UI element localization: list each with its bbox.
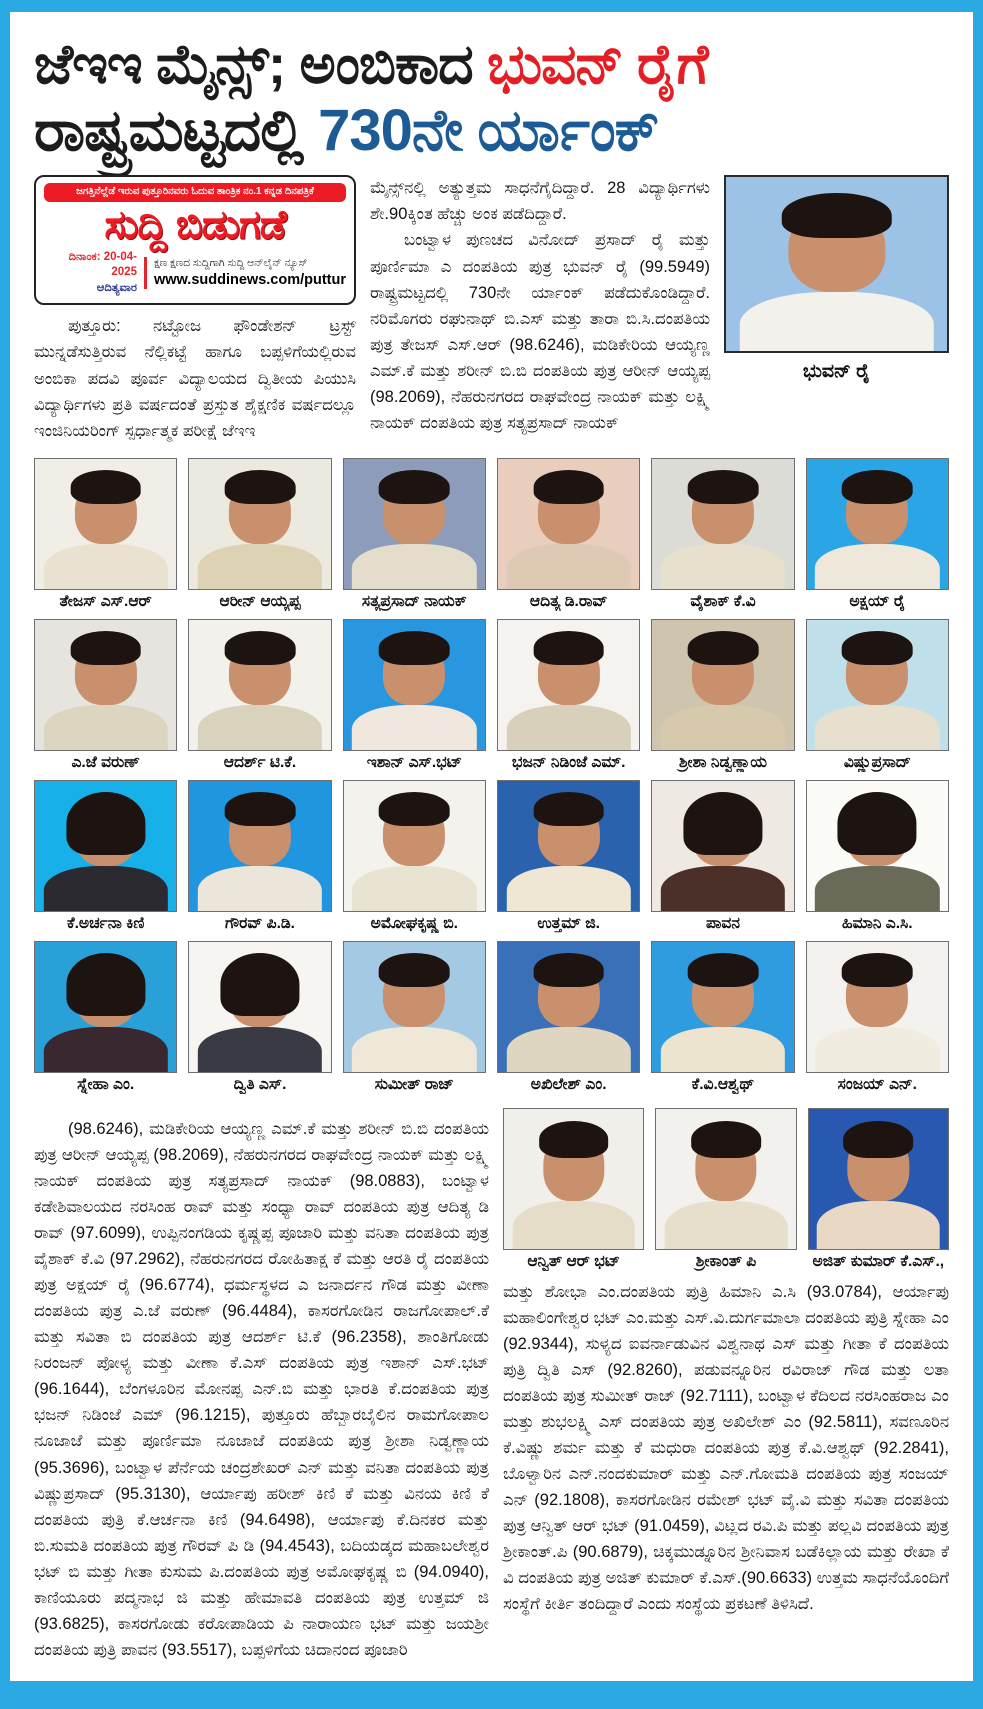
headline-line2 <box>34 97 949 165</box>
student-cell <box>503 1108 644 1271</box>
student-caption: ವಿಷ್ಣುಪ್ರಸಾದ್ <box>843 753 911 771</box>
student-cell <box>34 941 177 1094</box>
photo-silhouette-hair <box>843 1121 913 1157</box>
student-photo <box>34 619 177 751</box>
bottom-right-column <box>503 1108 949 1663</box>
photo-silhouette-torso <box>352 705 476 750</box>
photo-silhouette-torso <box>506 1027 630 1072</box>
photo-silhouette-hair <box>842 470 913 504</box>
photo-silhouette-torso <box>815 1027 939 1072</box>
photo-silhouette-torso <box>815 544 939 589</box>
student-photo <box>651 458 794 590</box>
student-photo <box>503 1108 644 1250</box>
student-cell <box>188 780 331 933</box>
photo-silhouette-torso <box>661 705 785 750</box>
student-caption: ವೈಶಾಕ್ ಕೆ.ವಿ <box>690 592 756 610</box>
student-cell <box>343 780 486 933</box>
student-photo <box>806 780 949 912</box>
student-caption: ಸತ್ಯಪ್ರಸಾದ್ ನಾಯಕ್ <box>361 592 467 610</box>
masthead-tagline: ಕ್ಷಣ ಕ್ಷಣದ ಸುದ್ದಿಗಾಗಿ ಸುದ್ದಿ ಆನ್‌ಲೈನ್ ನ್ಯೂಸ್ <box>154 256 308 269</box>
student-cell <box>806 941 949 1094</box>
main-photo-column <box>724 175 949 443</box>
headline <box>34 32 949 165</box>
photo-silhouette-torso <box>815 866 939 911</box>
student-photo <box>497 619 640 751</box>
photo-silhouette-torso <box>661 866 785 911</box>
student-cell <box>188 619 331 772</box>
student-caption: ಗೌರವ್ ಪಿ.ಡಿ. <box>225 914 295 932</box>
student-photo <box>34 458 177 590</box>
student-cell <box>806 619 949 772</box>
student-caption: ಆನ್ವಿತ್ ಆರ್ ಭಟ್ <box>527 1252 620 1270</box>
photo-silhouette-torso <box>661 1027 785 1072</box>
photo-silhouette-hair <box>70 470 141 504</box>
student-caption: ಅಜಿತ್ ಕುಮಾರ್ ಕೆ.ಎಸ್., <box>812 1252 945 1270</box>
student-photo <box>188 619 331 751</box>
student-caption: ಆರೀನ್ ಆಯ್ಯಪ್ಪ <box>219 592 301 610</box>
photo-silhouette-torso <box>661 544 785 589</box>
photo-silhouette-torso <box>815 705 939 750</box>
photo-silhouette-torso <box>665 1201 788 1250</box>
masthead-banner: ಜಗತ್ತಿನೆಲ್ಲೆಡೆ ಇರುವ ಪುತ್ತೂರಿನವರು ಓದುವ ತಾಂತ್ರಿಕ ನಂ.1 ಕನ್ನಡ ದಿನಪತ್ರಿಕೆ <box>44 183 346 202</box>
student-cell <box>808 1108 949 1271</box>
masthead-box <box>34 175 356 305</box>
bottom-left-column <box>34 1108 489 1663</box>
photo-silhouette-hair <box>842 953 913 987</box>
photo-silhouette-torso <box>198 866 322 911</box>
student-cell <box>651 458 794 611</box>
student-caption: ಹಿಮಾನಿ ಎ.ಸಿ. <box>842 914 913 932</box>
student-photo <box>188 941 331 1073</box>
student-cell <box>497 780 640 933</box>
student-cell <box>343 941 486 1094</box>
student-photo <box>343 458 486 590</box>
photo-silhouette-hair <box>533 631 604 665</box>
student-photo <box>497 780 640 912</box>
student-cell <box>651 780 794 933</box>
photo-silhouette-torso <box>43 544 167 589</box>
student-cell <box>497 619 640 772</box>
student-photo <box>651 941 794 1073</box>
student-photo <box>34 941 177 1073</box>
student-photo <box>343 780 486 912</box>
student-cell <box>497 458 640 611</box>
photo-silhouette-hair <box>683 792 762 854</box>
student-caption: ಸಂಜಯ್ ಎನ್. <box>837 1075 917 1093</box>
photo-silhouette-hair <box>66 792 145 854</box>
photo-silhouette-hair <box>225 631 296 665</box>
student-photo <box>343 619 486 751</box>
article-paragraph-bottom-right: ಮತ್ತು ಶೋಭಾ ಎಂ.ದಂಪತಿಯ ಪುತ್ರಿ ಹಿಮಾನಿ ಎ.ಸಿ (93.0784), ಆರ್ಯಾಪು ಮಹಾಲಿಂಗೇಶ್ವರ ಭಟ್ ಎಂ.ಮತ್ತು ಎಸ್.ವಿ.ದುರ್ಗಮಾಲಾ ದಂಪತಿಯ ಪುತ್ರಿ ಸ್ನೇಹಾ ಎಂ (92.9344), ಸುಳ್ಯದ ಐವರ್ನಾಡುವಿನ ವಿಶ್ವನಾಥ ಎಸ್ ಮತ್ತು ಗೀತಾ ಕೆ ದಂಪತಿಯ ಪುತ್ರಿ ದ್ವಿತಿ ಎಸ್ (92.8260), ಪಡುವನ್ನೂರಿನ ರವಿರಾಜ್ ಗೌಡ ಮತ್ತು ಲತಾ ದಂಪತಿಯ ಪುತ್ರ ಸುಮೀತ್ ರಾಜ್ (92.7111), ಬಂಟ್ವಾಳ ಕೆದಿಲದ ನರಸಿಂಹರಾಜ ಎಂ ಮತ್ತು ಶುಭಲಕ್ಷ್ಮಿ ಎಸ್ ದಂಪತಿಯ ಪುತ್ರ ಅಖಿಲೇಶ್ ಎಂ (92.5811), ಸವಣೂರಿನ ಕೆ.ವಿಷ್ಣು ಶರ್ಮ ಮತ್ತು ಕೆ ಮಧುರಾ ದಂಪತಿಯ ಪುತ್ರ ಕೆ.ವಿ.ಆಶ್ವಥ್ (92.2841), ಬೊಳ್ವಾರಿನ ಎನ್.ನಂದಕುಮಾರ್ ಮತ್ತು ಎನ್.ಗೋಮತಿ ದಂಪತಿಯ ಪುತ್ರ ಸಂಜಯ್ ಎನ್ (92.1808), ಕಾಸರಗೋಡಿನ ರಮೇಶ್ ಭಟ್ ವೈ.ವಿ ಮತ್ತು ಸವಿತಾ ದಂಪತಿಯ ಪುತ್ರ ಆನ್ವಿತ್ ಆರ್ ಭಟ್ (91.0459), ವಿಟ್ಲದ ರವಿ.ಪಿ ಮತ್ತು ಪಲ್ಲವಿ ದಂಪತಿಯ ಪುತ್ರ ಶ್ರೀಕಾಂತ್.ಪಿ (90.6879), ಚಿಕ್ಕಮುಡ್ನೂರಿನ ಶ್ರೀನಿವಾಸ ಬಡೆಕಿಲ್ಲಾಯ ಮತ್ತು ರೇಖಾ ಕೆ ವಿ ದಂಪತಿಯ ಪುತ್ರ ಅಜಿತ್ ಕುಮಾರ್ ಕೆ.ಎಸ್.(90.6633) ಉತ್ತಮ ಸಾಧನೆಯೊಂದಿಗೆ ಸಂಸ್ಥೆಗೆ ಕೀರ್ತಿ ತಂದಿದ್ದಾರೆ ಎಂದು ಸಂಸ್ಥೆಯ ಪ್ರಕಟಣೆ ತಿಳಿಸಿದೆ. <box>503 1282 949 1614</box>
headline-line1-red: ಭುವನ್ ರೈಗೆ <box>487 33 708 95</box>
photo-silhouette-hair <box>533 792 604 826</box>
photo-silhouette-torso <box>198 544 322 589</box>
student-cell <box>343 619 486 772</box>
masthead-date-label: ದಿನಾಂಕ: 20-04-2025 <box>68 250 137 279</box>
masthead-divider <box>144 257 147 289</box>
photo-silhouette-hair <box>225 792 296 826</box>
main-photo <box>724 175 949 353</box>
student-caption: ಅಕ್ಷಯ್ ರೈ <box>849 592 906 610</box>
student-cell <box>34 780 177 933</box>
student-caption: ಸುಮೀತ್ ರಾಜ್ <box>374 1075 454 1093</box>
student-photo <box>806 941 949 1073</box>
student-cell <box>188 458 331 611</box>
student-photo <box>806 458 949 590</box>
student-photo <box>188 780 331 912</box>
student-caption: ಉತ್ತಮ್ ಜಿ. <box>537 914 600 932</box>
student-photo <box>655 1108 796 1250</box>
article-paragraph-bottom-left: (98.6246), ಮಡಿಕೇರಿಯ ಆಯ್ಯಣ್ಣ ಎಮ್.ಕೆ ಮತ್ತು ಶರೀನ್ ಬಿ.ಬಿ ದಂಪತಿಯ ಪುತ್ರ ಆರೀನ್ ಆಯ್ಯಪ್ಪ (98.2069), ನೆಹರುನಗರದ ರಾಘವೇಂದ್ರ ನಾಯಕ್ ಮತ್ತು ಲಕ್ಷ್ಮಿ ನಾಯಕ್ ದಂಪತಿಯ ಪುತ್ರ ಸತ್ಯಪ್ರಸಾದ್ ನಾಯಕ್ (98.0883), ಬಂಟ್ವಾಳ ಕಡೇಶಿವಾಲಯದ ನರಸಿಂಹ ರಾವ್ ಮತ್ತು ಸಂಧ್ಯಾ ರಾವ್ ದಂಪತಿಯ ಪುತ್ರ ಆದಿತ್ಯ ಡಿ ರಾವ್ (97.6099), ಉಪ್ಪಿನಂಗಡಿಯ ಕೃಷ್ಣಪ್ಪ ಪೂಜಾರಿ ಮತ್ತು ವನಿತಾ ದಂಪತಿಯ ಪುತ್ರ ವೈಶಾಕ್ ಕೆ.ವಿ (97.2962), ನೆಹರುನಗರದ ರೋಹಿತಾಕ್ಷ ಕೆ ಮತ್ತು ಆರತಿ ರೈ ದಂಪತಿಯ ಪುತ್ರ ಅಕ್ಷಯ್ ರೈ (96.6774), ಧರ್ಮಸ್ಥಳದ ಎ ಜನಾರ್ದನ ಗೌಡ ಮತ್ತು ವೀಣಾ ದಂಪತಿಯ ಪುತ್ರ ಎ.ಜೆ ವರುಣ್ (96.4484), ಕಾಸರಗೋಡಿನ ರಾಜಗೋಪಾಲ್.ಕೆ ಮತ್ತು ಸವಿತಾ ಬಿ ದಂಪತಿಯ ಪುತ್ರ ಆದರ್ಶ್ ಟಿ.ಕೆ (96.2358), ಶಾಂತಿಗೋಡು ನಿರಂಜನ್ ಪೋಳ್ಯ ಮತ್ತು ವೀಣಾ ಕೆ.ಎಸ್ ದಂಪತಿಯ ಪುತ್ರ ಇಶಾನ್ ಎಸ್.ಭಟ್ (96.1644), ಬೆಂಗಳೂರಿನ ಮೋನಪ್ಪ ಎನ್.ಬಿ ಮತ್ತು ಭಾರತಿ ಕೆ.ದಂಪತಿಯ ಪುತ್ರ ಭಜನ್ ನಿಡಿಂಜೆ ಎಮ್ (96.1215), ಪುತ್ತೂರು ಹೆಬ್ಬಾರಬೈಲಿನ ರಾಮಗೋಪಾಲ ನೂಜಾಜೆ ಮತ್ತು ಪೂರ್ಣಿಮಾ ನೂಜಾಜೆ ದಂಪತಿಯ ಪುತ್ರ ಶ್ರೀಶಾ ನಿಡ್ವಣ್ಣಾಯ (95.3696), ಬಂಟ್ವಾಳ ಪೆರ್ನೆಯ ಚಂದ್ರಶೇಖರ್ ಎನ್ ಮತ್ತು ವನಿತಾ ದಂಪತಿಯ ಪುತ್ರ ವಿಷ್ಣುಪ್ರಸಾದ್ (95.3130), ಆರ್ಯಾಪು ಹರೀಶ್ ಕಿಣಿ ಕೆ ಮತ್ತು ವಿನಯ ಕಿಣಿ ಕೆ ದಂಪತಿಯ ಪುತ್ರಿ ಕೆ.ಆರ್ಚನಾ ಕಿಣಿ (94.6498), ಆರ್ಯಾಪು ಕೆ.ದಿನಕರ ಮತ್ತು ಬಿ.ಸುಮತಿ ದಂಪತಿಯ ಪುತ್ರ ಗೌರವ್ ಪಿ ಡಿ (94.4543), ಬದಿಯಡ್ಕದ ಮಹಾಬಲೇಶ್ವರ ಭಟ್ ಬಿ ಮತ್ತು ಗೀತಾ ಕುಸುಮ ಪಿ.ದಂಪತಿಯ ಪುತ್ರ ಅಮೋಘಕೃಷ್ಣ ಬಿ (94.0940), ಕಾಣಿಯೂರು ಪದ್ಮನಾಭ ಜಿ ಮತ್ತು ಹೇಮಾವತಿ ದಂಪತಿಯ ಪುತ್ರ ಉತ್ತಮ್ ಜಿ (93.6825), ಕಾಸರಗೋಡು ಕರೋಪಾಡಿಯ ಪಿ ನಾರಾಯಣ ಭಟ್ ಮತ್ತು ಜಯಶ್ರೀ ದಂಪತಿಯ ಪುತ್ರಿ ಪಾವನ (93.5517), ಬಪ್ಪಳಿಗೆಯ ಚಿದಾನಂದ ಪೂಜಾರಿ <box>34 1119 489 1659</box>
student-cell <box>651 941 794 1094</box>
student-photo <box>497 458 640 590</box>
student-cell <box>497 941 640 1094</box>
photo-silhouette-torso <box>506 705 630 750</box>
masthead-website: www.suddinews.com/puttur <box>154 271 346 288</box>
photo-silhouette-torso <box>198 705 322 750</box>
main-photo-caption: ಭುವನ್ ರೈ <box>802 361 871 383</box>
student-photo <box>808 1108 949 1250</box>
photo-silhouette-hair <box>70 631 141 665</box>
photo-silhouette-hair <box>379 631 450 665</box>
student-photo <box>651 619 794 751</box>
photo-silhouette-torso <box>43 1027 167 1072</box>
student-photo <box>188 458 331 590</box>
photo-silhouette-hair <box>688 631 759 665</box>
student-caption: ಸ್ನೇಹಾ ಎಂ. <box>77 1075 135 1093</box>
student-cell <box>806 458 949 611</box>
student-photo <box>34 780 177 912</box>
photo-silhouette-torso <box>198 1027 322 1072</box>
photo-silhouette-hair <box>688 953 759 987</box>
photo-silhouette-hair <box>533 953 604 987</box>
photo-silhouette-hair <box>533 470 604 504</box>
student-photo <box>343 941 486 1073</box>
photo-silhouette-hair <box>379 470 450 504</box>
left-column <box>34 175 356 443</box>
photo-silhouette-hair <box>781 193 892 238</box>
photo-silhouette-hair <box>220 953 299 1015</box>
student-caption: ಅಮೋಘಕೃಷ್ಣ ಬಿ. <box>370 914 458 932</box>
photo-silhouette-torso <box>352 544 476 589</box>
photo-silhouette-torso <box>739 292 933 353</box>
photo-silhouette-torso <box>352 1027 476 1072</box>
photo-silhouette-hair <box>688 470 759 504</box>
student-caption: ಆದಿತ್ಯ ಡಿ.ರಾವ್ <box>529 592 608 610</box>
student-photo-grid <box>34 458 949 1094</box>
student-caption: ಎ.ಜೆ ವರುಣ್ <box>71 753 140 771</box>
student-caption: ಶ್ರೀಶಾ ನಿಡ್ವಣ್ಣಾಯ <box>678 753 768 771</box>
bottom-section <box>34 1108 949 1663</box>
photo-silhouette-hair <box>379 953 450 987</box>
student-cell <box>806 780 949 933</box>
masthead-day: ಆದಿತ್ಯವಾರ <box>96 281 137 294</box>
photo-silhouette-hair <box>838 792 917 854</box>
headline-line2-blue: 730ನೇ ರ್ಯಾಂಕ್ <box>318 97 659 163</box>
student-caption: ಕೆ.ಅರ್ಚನಾ ಕಿಣಿ <box>66 914 145 932</box>
student-caption: ಪಾವನ <box>706 914 740 932</box>
photo-silhouette-torso <box>506 544 630 589</box>
student-cell <box>34 458 177 611</box>
photo-silhouette-hair <box>842 631 913 665</box>
masthead-bottom <box>44 250 346 297</box>
top-section <box>34 175 949 443</box>
photo-silhouette-hair <box>379 792 450 826</box>
middle-column <box>370 175 710 443</box>
photo-silhouette-torso <box>352 866 476 911</box>
masthead-logo: ಸುದ್ದಿ ಬಿಡುಗಡೆ <box>104 202 286 247</box>
student-photo-row5 <box>503 1108 949 1271</box>
student-caption: ಕೆ.ವಿ.ಆಶ್ವಥ್ <box>691 1075 755 1093</box>
student-caption: ಅಖಿಲೇಶ್ ಎಂ. <box>530 1075 607 1093</box>
student-cell <box>34 619 177 772</box>
photo-silhouette-torso <box>512 1201 635 1250</box>
headline-line2-black: ರಾಷ್ಟ್ರಮಟ್ಟದಲ್ಲಿ <box>34 97 319 163</box>
photo-silhouette-torso <box>43 866 167 911</box>
student-cell <box>655 1108 796 1271</box>
photo-silhouette-hair <box>66 953 145 1015</box>
article-paragraph-left: ಪುತ್ತೂರು: ನಟ್ಟೋಜ ಫೌಂಡೇಶನ್ ಟ್ರಸ್ಟ್ ಮುನ್ನಡೆಸುತ್ತಿರುವ ನೆಲ್ಲಿಕಟ್ಟೆ ಹಾಗೂ ಬಪ್ಪಳಿಗೆಯಲ್ಲಿರುವ ಅಂಬಿಕಾ ಪದವಿ ಪೂರ್ವ ವಿದ್ಯಾಲಯದ ದ್ವಿತೀಯ ಪಿಯುಸಿ ವಿದ್ಯಾರ್ಥಿಗಳು ಪ್ರತಿ ವರ್ಷದಂತೆ ಪ್ರಸ್ತುತ ಶೈಕ್ಷಣಿಕ ವರ್ಷದಲ್ಲೂ ಇಂಜಿನಿಯರಿಂಗ್ ಸ್ಪರ್ಧಾತ್ಮಕ ಪರೀಕ್ಷೆ ಜೆಇಇ <box>34 317 356 440</box>
photo-silhouette-hair <box>539 1121 609 1157</box>
student-cell <box>651 619 794 772</box>
photo-silhouette-hair <box>691 1121 761 1157</box>
headline-line1 <box>34 32 949 97</box>
photo-silhouette-torso <box>506 866 630 911</box>
student-cell <box>188 941 331 1094</box>
photo-silhouette-hair <box>225 470 296 504</box>
article-paragraph-mid-1: ಮೈನ್ಸ್‌ನಲ್ಲಿ ಅತ್ಯುತ್ತಮ ಸಾಧನೆಗೈದಿದ್ದಾರೆ. 28 ವಿದ್ಯಾರ್ಥಿಗಳು ಶೇ.90ಕ್ಕಿಂತ ಹೆಚ್ಚು ಅಂಕ ಪಡೆದಿದ್ದಾರೆ. <box>370 179 710 224</box>
student-caption: ಆದರ್ಶ್ ಟಿ.ಕೆ. <box>223 753 297 771</box>
headline-line1-black: ಜೆಇಇ ಮೈನ್ಸ್; ಅಂಬಿಕಾದ <box>34 33 487 95</box>
student-photo <box>806 619 949 751</box>
student-photo <box>651 780 794 912</box>
photo-silhouette-torso <box>817 1201 940 1250</box>
article-paragraph-mid-2: ಬಂಟ್ವಾಳ ಪುಣಚದ ವಿನೋದ್ ಪ್ರಸಾದ್ ರೈ ಮತ್ತು ಪೂರ್ಣಿಮಾ ಎ ದಂಪತಿಯ ಪುತ್ರ ಭುವನ್ ರೈ (99.5949) ರಾಷ್ಟ್ರಮಟ್ಟದಲ್ಲಿ 730ನೇ ರ್ಯಾಂಕ್ ಪಡೆದುಕೊಂಡಿದ್ದಾರೆ. ನರಿಮೊಗರು ರಘುನಾಥ್ ಬಿ.ಎಸ್ ಮತ್ತು ತಾರಾ ಬಿ.ಸಿ.ದಂಪತಿಯ ಪುತ್ರ ತೇಜಸ್ ಎಸ್.ಆರ್ (98.6246), ಮಡಿಕೇರಿಯ ಆಯ್ಯಣ್ಣ ಎಮ್.ಕೆ ಮತ್ತು ಶರೀನ್ ಬಿ.ಬಿ ದಂಪತಿಯ ಪುತ್ರ ಆರೀನ್ ಆಯ್ಯಪ್ಪ (98.2069), ನೆಹರುನಗರದ ರಾಘವೇಂದ್ರ ನಾಯಕ್ ಮತ್ತು ಲಕ್ಷ್ಮಿ ನಾಯಕ್ ದಂಪತಿಯ ಪುತ್ರ ಸತ್ಯಪ್ರಸಾದ್ ನಾಯಕ್ <box>370 231 710 432</box>
student-cell <box>343 458 486 611</box>
student-caption: ತೇಜಸ್ ಎಸ್.ಆರ್ <box>59 592 152 610</box>
photo-silhouette-torso <box>43 705 167 750</box>
student-photo <box>497 941 640 1073</box>
student-caption: ಶ್ರೀಕಾಂತ್ ಪಿ <box>695 1252 757 1270</box>
student-caption: ಭಜನ್ ನಿಡಿಂಜೆ ಎಮ್. <box>511 753 626 771</box>
masthead-date <box>44 250 137 297</box>
student-caption: ಇಶಾನ್ ಎಸ್.ಭಟ್ <box>366 753 462 771</box>
masthead-tagline-block <box>154 257 346 289</box>
student-caption: ದ್ವಿತಿ ಎಸ್. <box>233 1075 287 1093</box>
